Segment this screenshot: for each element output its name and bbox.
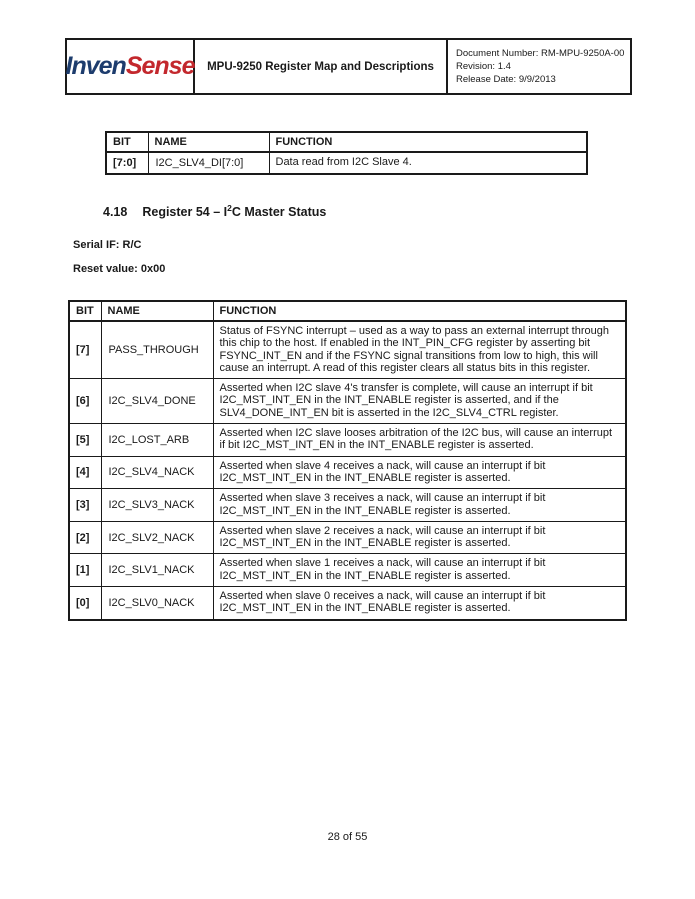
function-cell: Asserted when I2C slave 4's transfer is complete, will cause an interrupt if bit I2C_MST_INT_EN in the INT_ENABLE register is asserted, and if the SLV4_DONE_INT_EN bit is asserted in the I2C_SLV4_CTRL register. — [213, 379, 626, 424]
bit-cell: [3] — [69, 489, 101, 522]
i2c-slv4-di-register-table — [105, 131, 588, 175]
bit-cell: [2] — [69, 521, 101, 554]
section-number: 4.18 — [103, 205, 128, 220]
bit-cell: [4] — [69, 456, 101, 489]
document-number: Document Number: RM-MPU-9250A-00 — [456, 48, 625, 59]
function-cell: Asserted when slave 0 receives a nack, will cause an interrupt if bit I2C_MST_INT_EN in the INT_ENABLE register is asserted. — [213, 587, 626, 620]
name-cell: I2C_LOST_ARB — [101, 424, 213, 457]
logo-part-inven: Inven — [65, 52, 126, 80]
column-header-bit: BIT — [106, 132, 148, 152]
name-cell: PASS_THROUGH — [101, 321, 213, 379]
function-cell: Asserted when slave 3 receives a nack, will cause an interrupt if bit I2C_MST_INT_EN in the INT_ENABLE register is asserted. — [213, 489, 626, 522]
table-row — [106, 152, 587, 174]
document-revision: Revision: 1.4 — [456, 61, 511, 72]
table-row — [69, 379, 626, 424]
column-header-function: FUNCTION — [269, 132, 587, 152]
name-cell: I2C_SLV2_NACK — [101, 521, 213, 554]
function-cell: Asserted when slave 4 receives a nack, will cause an interrupt if bit I2C_MST_INT_EN in the INT_ENABLE register is asserted. — [213, 456, 626, 489]
column-header-bit: BIT — [69, 301, 101, 321]
bit-cell: [1] — [69, 554, 101, 587]
name-cell: I2C_SLV4_DI[7:0] — [148, 152, 269, 174]
function-cell: Asserted when slave 2 receives a nack, will cause an interrupt if bit I2C_MST_INT_EN in the INT_ENABLE register is asserted. — [213, 521, 626, 554]
logo-text — [66, 52, 195, 81]
document-title-cell — [195, 40, 448, 93]
logo-part-sense: Sense — [125, 52, 195, 80]
table-row — [69, 587, 626, 620]
section-title-pre: Register 54 – I — [142, 205, 228, 220]
function-cell: Status of FSYNC interrupt – used as a way to pass an external interrupt through this chip to the host. If enabled in the INT_PIN_CFG register by asserting bit FSYNC_INT_EN and if the FSYNC signal transitions from low to high, this will cause an interrupt. A read of this register clears all status bits in this register. — [213, 321, 626, 379]
document-title: MPU-9250 Register Map and Descriptions — [207, 60, 434, 73]
name-cell: I2C_SLV1_NACK — [101, 554, 213, 587]
table-header-row — [106, 132, 587, 152]
table-row — [69, 521, 626, 554]
serial-if-label: Serial IF: R/C — [73, 239, 142, 251]
document-header — [65, 38, 632, 95]
bit-cell: [5] — [69, 424, 101, 457]
function-cell: Data read from I2C Slave 4. — [269, 152, 587, 174]
bit-cell: [7] — [69, 321, 101, 379]
name-cell: I2C_SLV0_NACK — [101, 587, 213, 620]
table-row — [69, 424, 626, 457]
document-release-date: Release Date: 9/9/2013 — [456, 74, 556, 85]
section-title-superscript: 2 — [227, 203, 232, 213]
document-info-cell — [448, 40, 630, 93]
reset-value-label: Reset value: 0x00 — [73, 263, 166, 275]
bit-cell: [7:0] — [106, 152, 148, 174]
table-row — [69, 456, 626, 489]
page-number: 28 of 55 — [327, 831, 368, 843]
column-header-function: FUNCTION — [213, 301, 626, 321]
table-header-row — [69, 301, 626, 321]
i2c-master-status-register-table — [68, 300, 627, 621]
name-cell: I2C_SLV4_DONE — [101, 379, 213, 424]
column-header-name: NAME — [101, 301, 213, 321]
table-row — [69, 489, 626, 522]
section-heading — [103, 203, 326, 219]
function-cell: Asserted when slave 1 receives a nack, will cause an interrupt if bit I2C_MST_INT_EN in the INT_ENABLE register is asserted. — [213, 554, 626, 587]
name-cell: I2C_SLV3_NACK — [101, 489, 213, 522]
name-cell: I2C_SLV4_NACK — [101, 456, 213, 489]
bit-cell: [6] — [69, 379, 101, 424]
function-cell: Asserted when I2C slave looses arbitration of the I2C bus, will cause an interrupt if bit I2C_MST_INT_EN in the INT_ENABLE register is asserted. — [213, 424, 626, 457]
bit-cell: [0] — [69, 587, 101, 620]
invensense-logo — [67, 40, 195, 93]
column-header-name: NAME — [148, 132, 269, 152]
table-row — [69, 321, 626, 379]
section-title-post: C Master Status — [231, 205, 327, 220]
table-row — [69, 554, 626, 587]
